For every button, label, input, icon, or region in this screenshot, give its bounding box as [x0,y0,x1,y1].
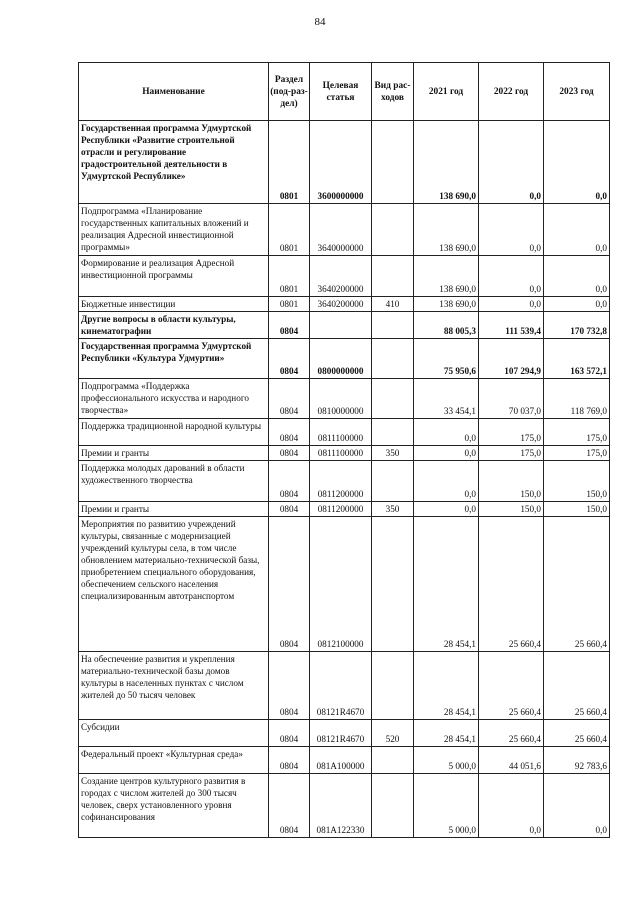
row-expense [372,379,414,419]
row-2023: 170 732,8 [544,312,610,339]
row-2023: 150,0 [544,502,610,517]
table-row [79,461,610,502]
row-target: 3640200000 [310,256,372,297]
row-section: 0804 [269,720,310,747]
row-name: Федеральный проект «Культурная среда» [79,747,269,774]
budget-table [78,62,610,838]
row-2022: 0,0 [479,121,544,204]
row-name: Подпрограмма «Поддержка профессионального искусства и народного творчества» [79,379,269,419]
table-row [79,256,610,297]
header-section: Раздел (под-раз-дел) [269,63,310,121]
row-section: 0804 [269,446,310,461]
row-2023: 0,0 [544,297,610,312]
row-name: На обеспечение развития и укрепления материально-технической базы домов культуры в населенных пунктах с числом жителей до 50 тысяч человек [79,652,269,720]
row-2023: 118 769,0 [544,379,610,419]
row-name: Формирование и реализация Адресной инвестиционной программы [79,256,269,297]
row-name: Субсидии [79,720,269,747]
row-section: 0804 [269,517,310,652]
row-2021: 88 005,3 [414,312,479,339]
row-2022: 150,0 [479,461,544,502]
row-expense [372,517,414,652]
row-2022: 0,0 [479,774,544,838]
row-name: Другие вопросы в области культуры, кинематографии [79,312,269,339]
row-expense [372,339,414,379]
row-target: 3640000000 [310,204,372,256]
row-expense [372,652,414,720]
row-2021: 28 454,1 [414,652,479,720]
header-2023: 2023 год [544,63,610,121]
row-expense [372,312,414,339]
row-name: Мероприятия по развитию учреждений культуры, связанные с модернизацией учреждений культуры села, в том числе обновлением материально-технической базы, приобретением специального оборудования, обеспечением сельского населения специализированным автотранспортом [79,517,269,652]
row-2023: 25 660,4 [544,652,610,720]
header-2021: 2021 год [414,63,479,121]
row-name: Государственная программа Удмуртской Республики «Культура Удмуртии» [79,339,269,379]
row-name: Подпрограмма «Планирование государственных капитальных вложений и реализация Адресной инвестиционной программы» [79,204,269,256]
row-expense [372,747,414,774]
row-expense: 520 [372,720,414,747]
table-row [79,339,610,379]
header-2022: 2022 год [479,63,544,121]
row-2023: 25 660,4 [544,720,610,747]
row-target: 0811100000 [310,419,372,446]
page-number: 84 [314,16,326,28]
row-2022: 25 660,4 [479,652,544,720]
row-name: Государственная программа Удмуртской Республики «Развитие строительной отрасли и регулирование градостроительной деятельности в Удмуртской Республике» [79,121,269,204]
table-row [79,652,610,720]
row-2021: 33 454,1 [414,379,479,419]
row-expense [372,204,414,256]
row-expense [372,256,414,297]
row-name: Поддержка традиционной народной культуры [79,419,269,446]
table-header-row [79,63,610,121]
row-section: 0804 [269,461,310,502]
row-expense [372,121,414,204]
row-2021: 75 950,6 [414,339,479,379]
row-2021: 0,0 [414,419,479,446]
row-expense: 350 [372,502,414,517]
row-2023: 163 572,1 [544,339,610,379]
table-row [79,774,610,838]
row-2023: 92 783,6 [544,747,610,774]
row-2022: 25 660,4 [479,720,544,747]
table-row [79,312,610,339]
table-row [79,517,610,652]
row-2023: 0,0 [544,121,610,204]
row-section: 0804 [269,312,310,339]
row-section: 0801 [269,121,310,204]
header-expense: Вид рас-ходов [372,63,414,121]
row-expense: 350 [372,446,414,461]
row-2021: 138 690,0 [414,256,479,297]
row-2022: 175,0 [479,419,544,446]
table-row [79,419,610,446]
row-2023: 175,0 [544,446,610,461]
header-name: Наименование [79,63,269,121]
row-target: 08121R4670 [310,720,372,747]
header-target: Целевая статья [310,63,372,121]
row-name: Поддержка молодых дарований в области художественного творчества [79,461,269,502]
row-name: Создание центров культурного развития в городах с числом жителей до 300 тысяч человек, сверх установленного уровня софинансирования [79,774,269,838]
row-target: 0812100000 [310,517,372,652]
row-2022: 44 051,6 [479,747,544,774]
row-section: 0804 [269,339,310,379]
row-2022: 0,0 [479,297,544,312]
row-2022: 25 660,4 [479,517,544,652]
row-2021: 5 000,0 [414,747,479,774]
row-expense [372,419,414,446]
row-2021: 0,0 [414,446,479,461]
row-2022: 150,0 [479,502,544,517]
row-2022: 0,0 [479,204,544,256]
row-expense: 410 [372,297,414,312]
row-2021: 5 000,0 [414,774,479,838]
row-section: 0801 [269,204,310,256]
row-expense [372,461,414,502]
row-2021: 28 454,1 [414,720,479,747]
row-name: Премии и гранты [79,446,269,461]
row-target: 3640200000 [310,297,372,312]
table-row [79,720,610,747]
row-expense [372,774,414,838]
row-section: 0804 [269,652,310,720]
row-section: 0804 [269,747,310,774]
row-section: 0801 [269,256,310,297]
row-2022: 111 539,4 [479,312,544,339]
row-section: 0804 [269,502,310,517]
row-target: 0811200000 [310,502,372,517]
row-2023: 0,0 [544,204,610,256]
row-2021: 28 454,1 [414,517,479,652]
row-2022: 175,0 [479,446,544,461]
row-section: 0804 [269,419,310,446]
table-row [79,121,610,204]
row-target: 0800000000 [310,339,372,379]
row-2023: 150,0 [544,461,610,502]
row-2021: 138 690,0 [414,204,479,256]
row-2021: 0,0 [414,502,479,517]
row-name: Премии и гранты [79,502,269,517]
row-section: 0804 [269,774,310,838]
table-row [79,297,610,312]
row-name: Бюджетные инвестиции [79,297,269,312]
table-row [79,747,610,774]
row-section: 0804 [269,379,310,419]
row-target: 0811200000 [310,461,372,502]
row-2022: 70 037,0 [479,379,544,419]
row-section: 0801 [269,297,310,312]
row-target [310,312,372,339]
table-row [79,204,610,256]
row-target: 08121R4670 [310,652,372,720]
row-target: 0810000000 [310,379,372,419]
row-2021: 0,0 [414,461,479,502]
row-2023: 175,0 [544,419,610,446]
row-target: 3600000000 [310,121,372,204]
row-2021: 138 690,0 [414,121,479,204]
row-2021: 138 690,0 [414,297,479,312]
table-row [79,379,610,419]
row-2022: 107 294,9 [479,339,544,379]
table-row [79,446,610,461]
row-2023: 25 660,4 [544,517,610,652]
row-2023: 0,0 [544,774,610,838]
row-target: 081A122330 [310,774,372,838]
table-row [79,502,610,517]
row-2022: 0,0 [479,256,544,297]
row-target: 0811100000 [310,446,372,461]
row-target: 081A100000 [310,747,372,774]
row-2023: 0,0 [544,256,610,297]
